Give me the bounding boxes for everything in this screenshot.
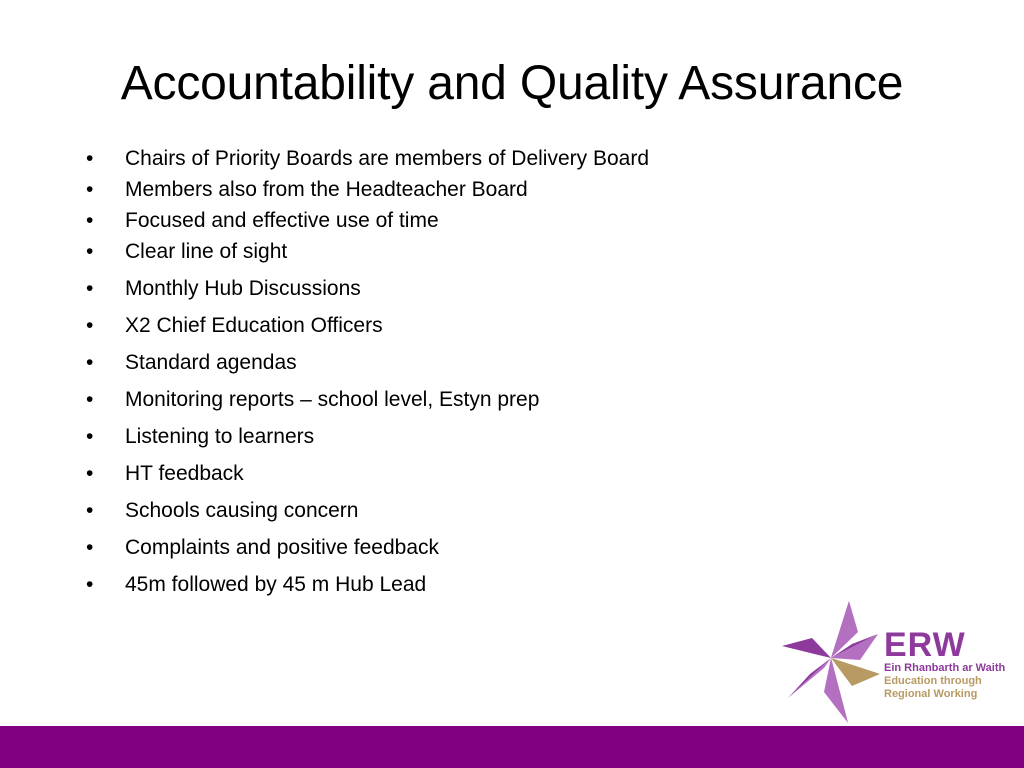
bullet-text: 45m followed by 45 m Hub Lead: [125, 573, 427, 596]
bullet-dot: •: [86, 351, 94, 374]
bullet-dot: •: [86, 277, 94, 300]
bullet-text: Listening to learners: [125, 425, 315, 448]
bullet-item: [86, 462, 649, 499]
bullet-dot: •: [86, 573, 94, 596]
bullet-item: [86, 240, 649, 277]
logo-tagline-english-2: Regional Working: [884, 688, 978, 700]
bullet-text: X2 Chief Education Officers: [125, 314, 383, 337]
bullet-dot: •: [86, 209, 94, 232]
bullet-list: [86, 147, 649, 610]
bullet-text: Schools causing concern: [125, 499, 359, 522]
logo-petal: [831, 658, 880, 686]
bullet-dot: •: [86, 536, 94, 559]
bullet-text: Members also from the Headteacher Board: [125, 178, 528, 201]
bullet-text: Chairs of Priority Boards are members of Delivery Board: [125, 147, 650, 170]
bullet-item: [86, 209, 649, 240]
bullet-item: [86, 499, 649, 536]
bullet-item: [86, 147, 649, 178]
slide-title: Accountability and Quality Assurance: [120, 57, 904, 110]
bullet-dot: •: [86, 462, 94, 485]
logo-tagline-welsh: Ein Rhanbarth ar Waith: [884, 662, 1006, 674]
bullet-text: Standard agendas: [125, 351, 297, 374]
bullet-item: [86, 425, 649, 462]
footer-bar: [0, 726, 1024, 768]
erw-logo: [780, 598, 1006, 726]
bullet-dot: •: [86, 499, 94, 522]
bullet-dot: •: [86, 147, 94, 170]
logo-wordmark: ERW: [884, 626, 966, 664]
bullet-dot: •: [86, 314, 94, 337]
bullet-dot: •: [86, 388, 94, 411]
bullet-text: Monitoring reports – school level, Estyn prep: [125, 388, 540, 411]
bullet-item: [86, 314, 649, 351]
star-logo-icon: [780, 598, 882, 726]
logo-petal: [782, 638, 831, 658]
bullet-dot: •: [86, 178, 94, 201]
logo-text: [884, 628, 1005, 701]
bullet-text: Monthly Hub Discussions: [125, 277, 361, 300]
bullet-dot: •: [86, 240, 94, 263]
logo-tagline-english-1: Education through: [884, 675, 982, 687]
bullet-item: [86, 351, 649, 388]
bullet-item: [86, 277, 649, 314]
bullet-item: [86, 388, 649, 425]
bullet-text: Clear line of sight: [125, 240, 288, 263]
bullet-dot: •: [86, 425, 94, 448]
bullet-text: Focused and effective use of time: [125, 209, 439, 232]
bullet-item: [86, 178, 649, 209]
bullet-text: Complaints and positive feedback: [125, 536, 440, 559]
bullet-text: HT feedback: [125, 462, 244, 485]
bullet-item: [86, 536, 649, 573]
bullet-item: [86, 573, 649, 610]
